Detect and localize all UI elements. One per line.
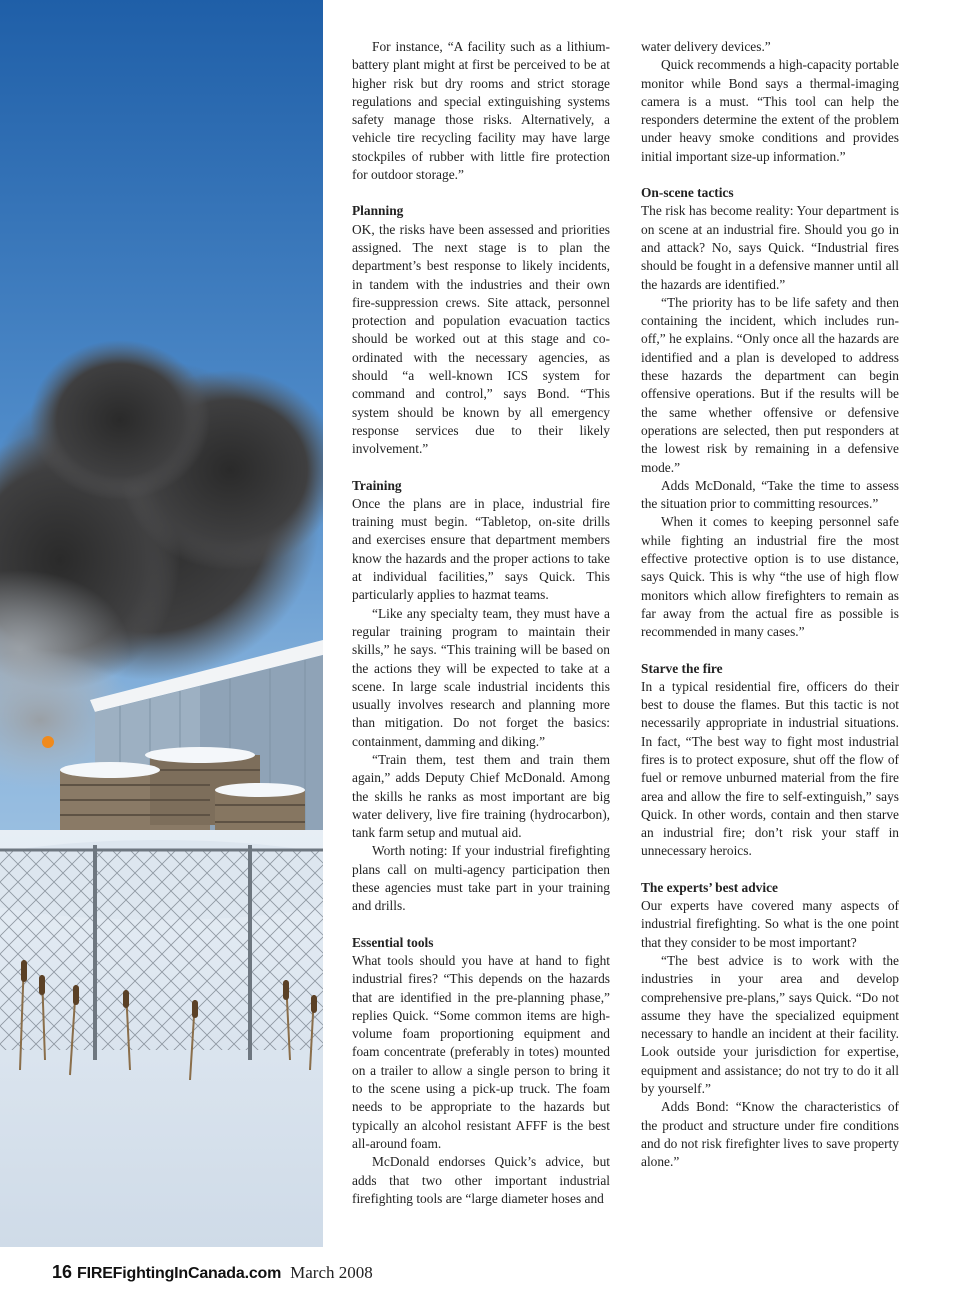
page-number: 16 — [52, 1262, 73, 1282]
paragraph: Adds McDonald, “Take the time to assess the situation prior to committing resources.” — [641, 477, 899, 512]
issue-date: March 2008 — [290, 1263, 373, 1282]
paragraph: “The priority has to be life safety and then containing the incident, which includes run-off,” he explains. “Only once all the hazards are identified and a plan is developed to address these hazards the department can begin offensive operations. But if the results will be the same whether offensive or defensive operations are selected, then put responders at the lowest risk by remaining in a defensive mode.” — [641, 294, 899, 475]
page-footer — [52, 1262, 373, 1284]
paragraph: water delivery devices.” — [641, 39, 771, 54]
publication-website: FIREFightingInCanada.com — [77, 1265, 282, 1282]
section-heading-planning: Planning — [352, 203, 404, 219]
paragraph: Worth noting: If your industrial firefighting plans call on multi-agency participation then these agencies must take part in your training and drills. — [352, 843, 610, 914]
paragraph: When it comes to keeping personnel safe while fighting an industrial fire the most effective protective option is to use distance, says Quick. This is why “the use of high flow monitors which allow firefighters to remain as far away from the actual fire as possible is recommended in many cases.” — [641, 514, 899, 640]
paragraph: Once the plans are in place, industrial fire training must begin. “Tabletop, on-site drills and exercises ensure that department members know the hazards and the proper actions to take at individual facilities,” says Quick. This particularly applies to hazmat teams. — [352, 495, 610, 603]
section-heading-starve-the-fire: Starve the fire — [641, 660, 723, 676]
section-heading-on-scene-tactics: On-scene tactics — [641, 185, 734, 201]
paragraph: What tools should you have at hand to fight industrial fires? “This depends on the hazards that are identified in the pre-planning phase,” replies Quick. “Some common items are high-volume foam proportioning equipment and foam concentrate (preferably in totes) mounted on a trailer to allow a single person to bring it to the scene using a pick-up truck. The foam needs to be appropriate to the hazards but typically an alcohol resistant AFFF is the best all-around foam. — [352, 952, 610, 1151]
article-column-left — [352, 38, 610, 1208]
paragraph: Adds Bond: “Know the characteristics of the product and structure under fire conditions and do not risk firefighter lives to save property alone.” — [641, 1099, 899, 1170]
flame — [42, 736, 54, 748]
paragraph: Quick recommends a high-capacity portable monitor while Bond says a thermal-imaging camera is a must. “This tool can help the responders determine the extent of the problem under heavy smoke conditions and provides initial important size-up information.” — [641, 57, 899, 164]
chain-link-fence — [0, 845, 323, 1060]
paragraph: “Like any specialty team, they must have a regular training program to maintain their skills,” he says. “This training will be based on the actions they will be expected to take at a scene. In large scale industrial incidents this usually involves research and planning more than mitigation. Do not forget the basics: containment, damming and diking.” — [352, 605, 610, 749]
paragraph: OK, the risks have been assessed and priorities assigned. The next stage is to plan the department’s best response to likely incidents, in tandem with the industries and their own fire-suppression crews. Site attack, personnel protection and population evacuation tactics should be worked out at this stage and co-ordinated with the necessary agencies, as should “a well-known ICS system for command and control,” says Bond. “This system should be known by all emergency response services due to their likely involvement.” — [352, 221, 610, 457]
article-column-right — [641, 38, 899, 1172]
paragraph: “Train them, test them and train them again,” adds Deputy Chief McDonald. Among the skills he ranks as most important are big water delivery, live fire training (hydrocarbon), tank farm setup and mutual aid. — [352, 751, 610, 841]
section-heading-essential-tools: Essential tools — [352, 934, 434, 950]
paragraph: In a typical residential fire, officers do their best to douse the flames. But this tactic is not necessarily appropriate in industrial situations. In fact, “The best way to fight most industrial fires is to protect exposure, shut off the flow of fuel or remove unburned material from the fire area and allow the fire to self-extinguish,” says Quick. In other words, contain and then starve an industrial fire; don’t risk your staff in unnecessary heroics. — [641, 678, 899, 859]
section-heading-training: Training — [352, 477, 402, 493]
paragraph: McDonald endorses Quick’s advice, but adds that two other important industrial firefighting tools are “large diameter hoses and — [352, 1154, 610, 1206]
paragraph: For instance, “A facility such as a lithium-battery plant might at first be perceived to be at higher risk but dry rooms and strict storage regulations and special extinguishing systems safety manage those risks. Alternatively, a vehicle tire recycling facility may have large stockpiles of rubber with little fire protection for outdoor storage.” — [352, 39, 610, 183]
paragraph: “The best advice is to work with the industries in your area and develop comprehensive pre-plans,” says Quick. “Do not assume they have the specialized equipment necessary to handle an incident at their facility. Look outside your jurisdiction for expertise, equipment and assistance; do not try to do it all by yourself.” — [641, 952, 899, 1097]
section-heading-experts-advice: The experts’ best advice — [641, 879, 778, 895]
paragraph: The risk has become reality: Your department is on scene at an industrial fire. Should you go in and attack? No, says Quick. “Industrial fires should be fought in a defensive manner until all the hazards are identified.” — [641, 203, 899, 292]
industrial-fire-photo — [0, 0, 323, 1247]
paragraph: Our experts have covered many aspects of industrial firefighting. So what is the one point that they consider to be most important? — [641, 898, 899, 950]
